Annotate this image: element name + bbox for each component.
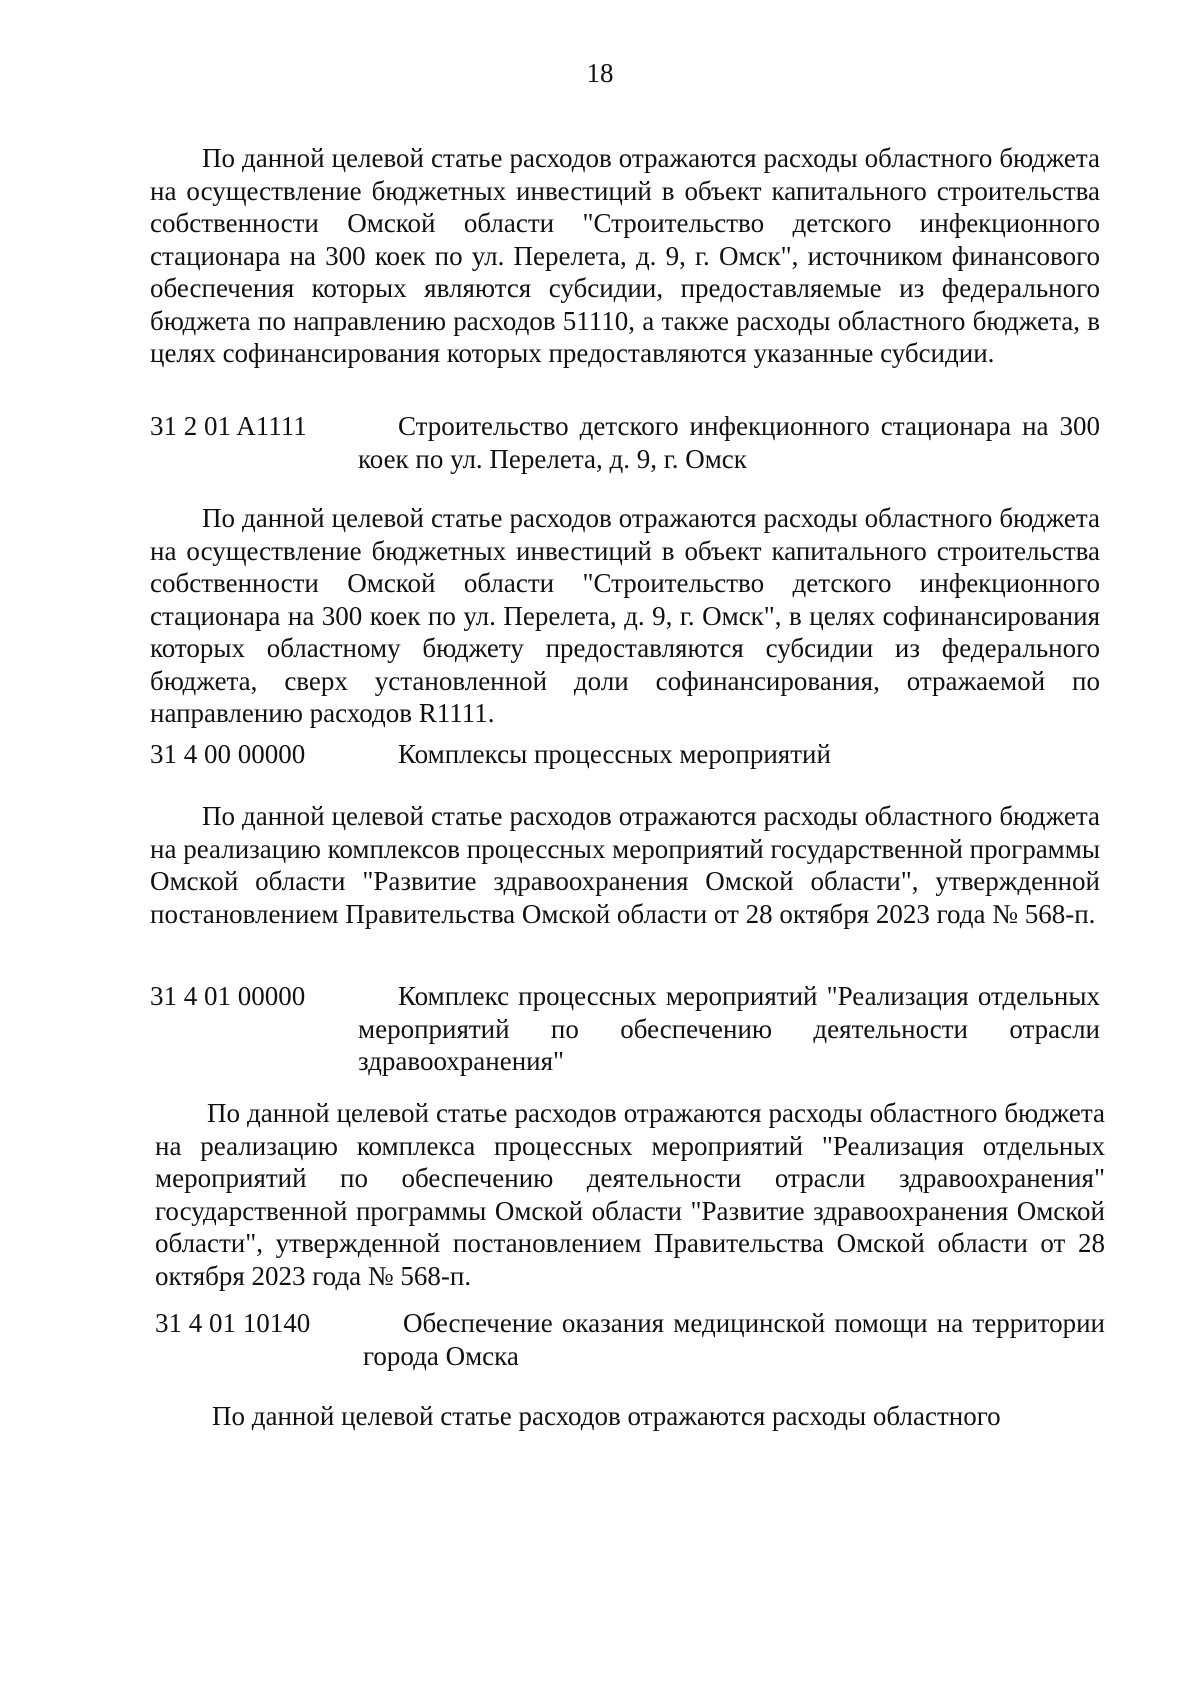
entry-code: 31 2 01 A1111 xyxy=(150,411,307,441)
entry-code: 31 4 01 10140 xyxy=(155,1308,311,1338)
entry-31-4-00-00000 xyxy=(150,738,1100,771)
paragraph-3: По данной целевой статье расходов отражаются расходы областного бюджета на реализацию комплексов процессных мероприятий государственной программы Омской области "Развитие здравоохранения Омской области", утвержденной постановлением Правительства Омской области от 28 октября 2023 года № 568-п. xyxy=(150,801,1100,929)
entry-31-2-01-a1111 xyxy=(150,410,1100,475)
entry-31-4-01-00000 xyxy=(150,980,1100,1078)
entry-title: Комплексы процессных мероприятий xyxy=(398,739,831,769)
paragraph-2: По данной целевой статье расходов отражаются расходы областного бюджета на осуществление бюджетных инвестиций в объект капитального строительства собственности Омской области "Строительство детского инфекционного стационара на 300 коек по ул. Перелета, д. 9, г. Омск", в целях софинансирования которых областному бюджету предоставляются субсидии из федерального бюджета, сверх установленной доли софинансирования, отражаемой по направлению расходов R1111. xyxy=(150,503,1100,728)
entry-title: Строительство детского инфекционного стационара на 300 коек по ул. Перелета, д. 9, г. Омск xyxy=(358,411,1100,474)
entry-31-4-01-10140 xyxy=(155,1307,1105,1372)
entry-title: Обеспечение оказания медицинской помощи на территории города Омска xyxy=(363,1308,1105,1371)
page-number: 18 xyxy=(586,58,614,88)
paragraph-1: По данной целевой статье расходов отражаются расходы областного бюджета на осуществление бюджетных инвестиций в объект капитального строительства собственности Омской области "Строительство детского инфекционного стационара на 300 коек по ул. Перелета, д. 9, г. Омск", источником финансового обеспечения которых являются субсидии, предоставляемые из федерального бюджета по направлению расходов 51110, а также расходы областного бюджета, в целях софинансирования которых предоставляются указанные субсидии. xyxy=(150,143,1100,368)
paragraph-4: По данной целевой статье расходов отражаются расходы областного бюджета на реализацию комплекса процессных мероприятий "Реализация отдельных мероприятий по обеспечению деятельности отрасли здравоохранения" государственной программы Омской области "Развитие здравоохранения Омской области", утвержденной постановлением Правительства Омской области от 28 октября 2023 года № 568-п. xyxy=(155,1098,1105,1291)
paragraph-5: По данной целевой статье расходов отражаются расходы областного xyxy=(212,1401,1001,1431)
entry-title: Комплекс процессных мероприятий "Реализация отдельных мероприятий по обеспечению деятельности отрасли здравоохранения" xyxy=(358,981,1100,1076)
entry-code: 31 4 01 00000 xyxy=(150,981,306,1011)
entry-code: 31 4 00 00000 xyxy=(150,739,306,769)
